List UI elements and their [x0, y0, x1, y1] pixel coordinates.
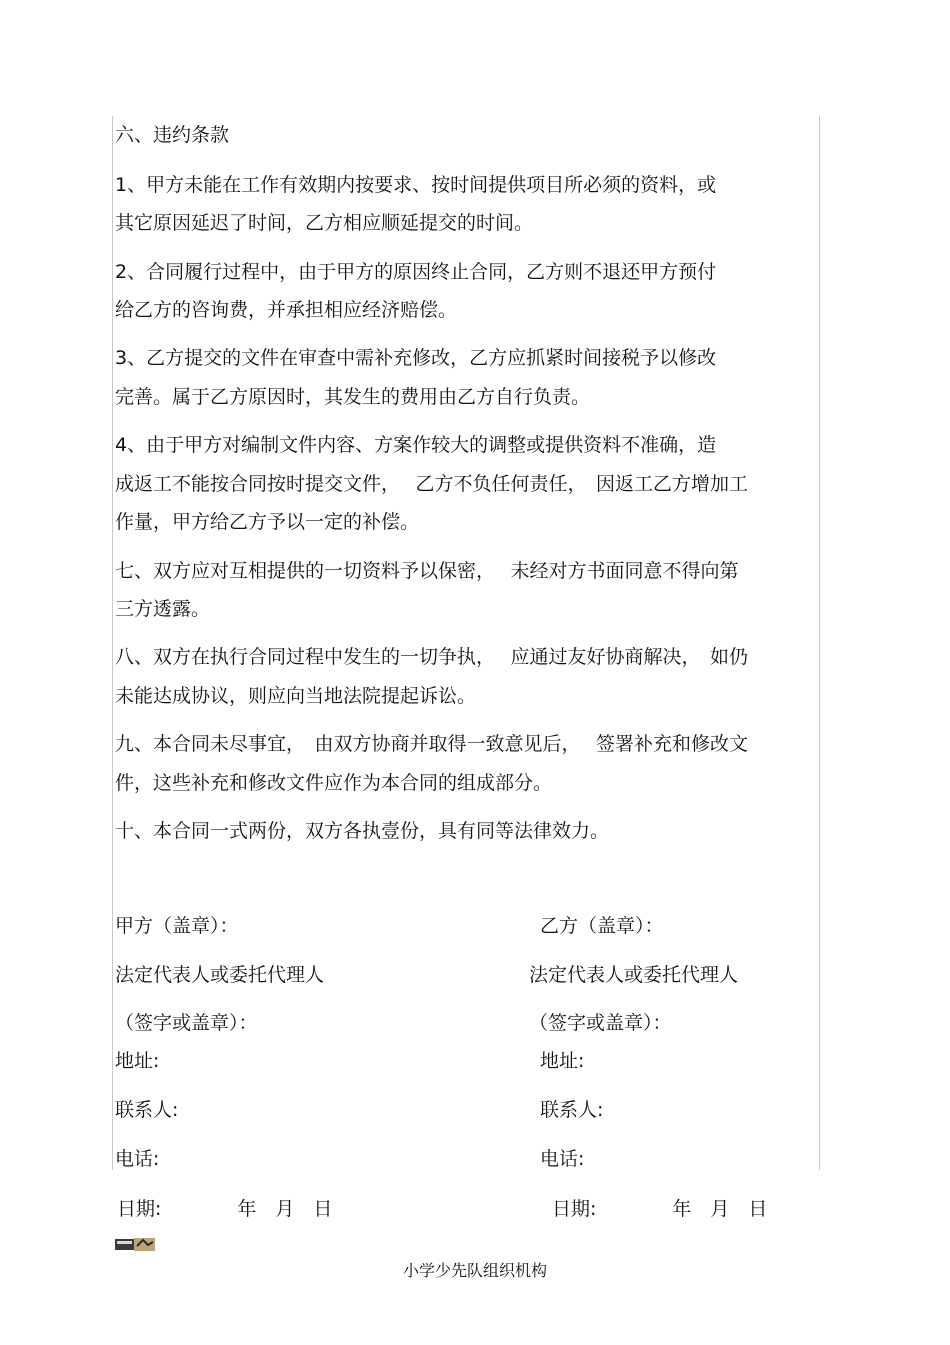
party-b-address: 地址:	[540, 1050, 585, 1072]
party-a-sign: （签字或盖章）：	[115, 1012, 258, 1034]
page-border-left	[112, 116, 113, 1170]
page-border-right	[819, 116, 820, 1170]
clause-10: 十、本合同一式两份，双方各执壹份，具有同等法律效力。	[115, 820, 610, 842]
heading-breach: 六、违约条款	[115, 124, 230, 146]
party-b-contact: 联系人:	[540, 1099, 604, 1121]
clause-8-line-1: 八、双方在执行合同过程中发生的一切争执， 应通过友好协商解决， 如仍	[115, 646, 749, 668]
clause-1-line-1: 1、甲方未能在工作有效期内按要求、按时间提供项目所必须的资料，或	[115, 174, 717, 196]
party-a-representative: 法定代表人或委托代理人	[115, 964, 325, 986]
stamp-icon	[115, 1236, 155, 1252]
party-b-date: 日期: 年 月 日	[552, 1198, 768, 1220]
party-a-title: 甲方（盖章）：	[115, 915, 239, 937]
party-a-phone: 电话:	[115, 1148, 160, 1170]
clause-3-line-2: 完善。属于乙方原因时，其发生的费用由乙方自行负责。	[115, 386, 591, 408]
party-a-date: 日期: 年 月 日	[117, 1198, 333, 1220]
footer-caption: 小学少先队组织机构	[402, 1261, 547, 1280]
clause-3-line-1: 3、乙方提交的文件在审查中需补充修改，乙方应抓紧时间接税予以修改	[115, 347, 717, 369]
party-b-phone: 电话:	[540, 1148, 585, 1170]
clause-4-line-1: 4、由于甲方对编制文件内容、方案作较大的调整或提供资料不准确，造	[115, 434, 717, 456]
clause-4-line-2: 成返工不能按合同按时提交文件， 乙方不负任何责任， 因返工乙方增加工	[115, 473, 749, 495]
clause-1-line-2: 其它原因延迟了时间，乙方相应顺延提交的时间。	[115, 212, 534, 234]
party-a-address: 地址:	[115, 1050, 160, 1072]
clause-7-line-2: 三方透露。	[115, 598, 211, 620]
clause-2-line-1: 2、合同履行过程中，由于甲方的原因终止合同，乙方则不退还甲方预付	[115, 261, 717, 283]
clause-9-line-1: 九、本合同未尽事宜， 由双方协商并取得一致意见后， 签署补充和修改文	[115, 733, 749, 755]
party-b-title: 乙方（盖章）：	[540, 915, 664, 937]
party-b-sign: （签字或盖章）：	[529, 1012, 672, 1034]
clause-8-line-2: 未能达成协议，则应向当地法院提起诉讼。	[115, 685, 477, 707]
clause-4-line-3: 作量，甲方给乙方予以一定的补偿。	[115, 511, 420, 533]
clause-7-line-1: 七、双方应对互相提供的一切资料予以保密， 未经对方书面同意不得向第	[115, 560, 739, 582]
clause-9-line-2: 件，这些补充和修改文件应作为本合同的组成部分。	[115, 772, 553, 794]
party-a-contact: 联系人:	[115, 1099, 179, 1121]
clause-2-line-2: 给乙方的咨询费，并承担相应经济赔偿。	[115, 299, 458, 321]
party-b-representative: 法定代表人或委托代理人	[529, 964, 739, 986]
